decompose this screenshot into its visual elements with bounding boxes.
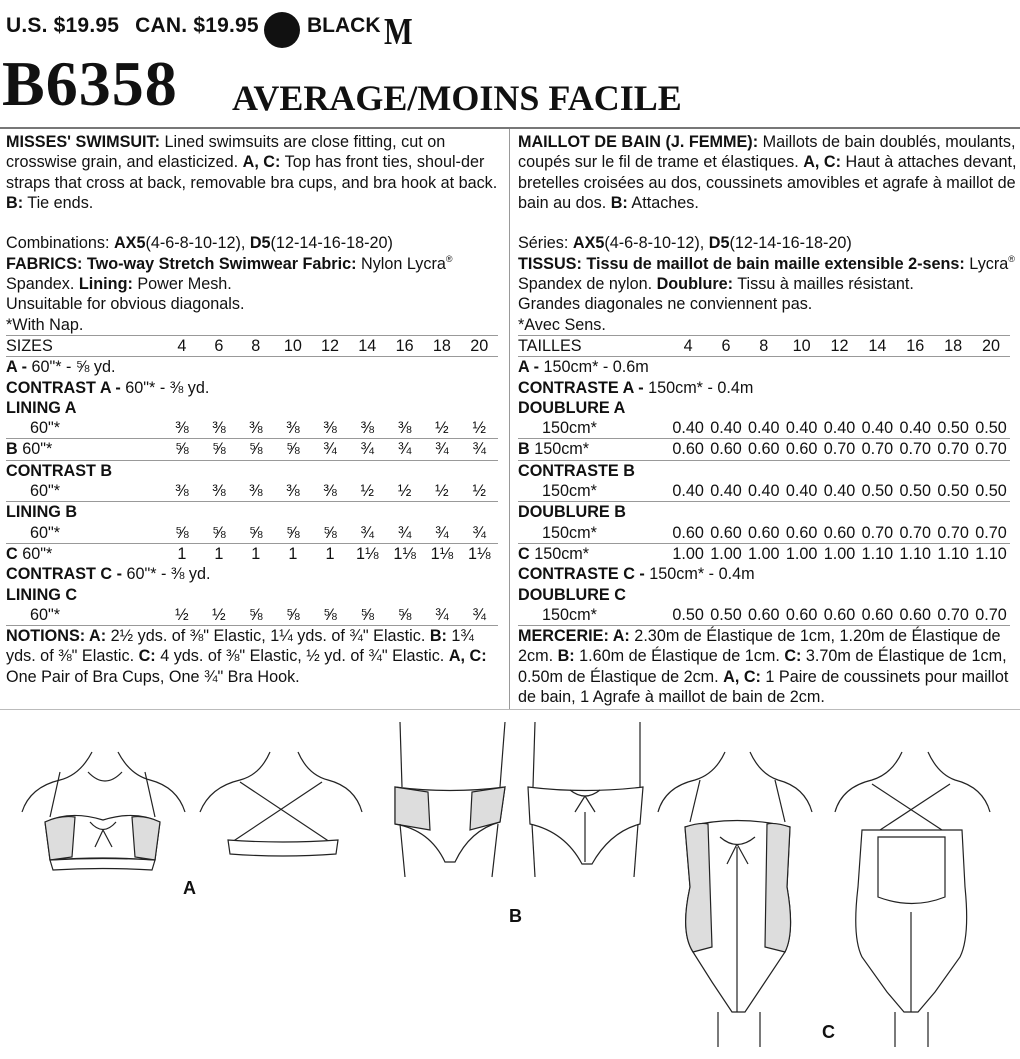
fr-view-c-row-cell: 1.10 — [861, 544, 894, 563]
en-lining-a-row-cell: ⅜ — [311, 418, 348, 439]
en-view-c-row-cell: 1 — [177, 544, 187, 563]
fr-sizes-row-cell: 6 — [707, 335, 745, 356]
en-view-b-row-cell: ⅝ — [237, 439, 274, 460]
view-c-back — [835, 752, 990, 1047]
fr-view-b-row-cell: 0.70 — [972, 439, 1010, 460]
en-view-a-row — [6, 357, 498, 378]
notions-text1: 2½ yds. of ⅜" Elastic, 1¼ yds. of ¾" Elastic. — [106, 627, 430, 646]
notions-label-fr: MERCERIE: A: — [518, 627, 630, 646]
notions — [6, 626, 506, 687]
fr-contrast-b-row-cell: 0.50 — [858, 481, 896, 502]
en-lining-a-heading-text: LINING A — [6, 398, 77, 417]
en-sizes-row-cell: 18 — [423, 335, 460, 356]
view-b-back — [528, 722, 643, 877]
view-b-front — [395, 722, 505, 877]
fr-lining-b-row-cell: 0.60 — [669, 523, 707, 544]
en-contrast-b-row-cell: ½ — [349, 481, 386, 502]
notions-c: C: — [138, 647, 156, 666]
fr-contrast-b-row-cell: 0.50 — [934, 481, 972, 502]
yardage-table-fr — [518, 335, 1010, 626]
combinations — [6, 233, 506, 253]
en-lining-c-row-cell: ¾ — [461, 605, 498, 626]
pattern-number: B6358 — [2, 48, 178, 119]
notions-b-fr: B: — [557, 647, 575, 666]
fr-lining-c-row-cell: 0.60 — [896, 605, 934, 626]
en-contrast-b-row-cell: ⅜ — [200, 481, 237, 502]
fr-lining-b-row-cell: 0.60 — [707, 523, 745, 544]
fr-lining-c-row-cell: 0.60 — [783, 605, 821, 626]
en-view-b-row-cell: ¾ — [423, 439, 460, 460]
fr-lining-a-row-cell: 0.40 — [669, 418, 707, 439]
header-rule — [0, 127, 1020, 129]
desc-title: MISSES' SWIMSUIT: — [6, 133, 161, 151]
fr-view-b-row-cell: 0.60 — [745, 439, 783, 460]
en-contrast-b-heading — [6, 460, 498, 481]
fr-view-c-row-cell: 1.00 — [672, 544, 704, 563]
fr-contrast-b-row-cell: 0.50 — [896, 481, 934, 502]
fr-lining-c-heading — [518, 585, 1010, 605]
combinations-fr — [518, 233, 1018, 253]
en-view-c-row-cell: 1⅛ — [468, 544, 491, 563]
comb2-sizes: (12-14-16-18-20) — [270, 234, 393, 253]
notions-text2: 1¾ yds. of ⅜" Elastic. — [6, 627, 474, 666]
en-view-c-row-cell: 1 — [251, 544, 261, 563]
desc-b-text-fr: Attaches. — [627, 193, 699, 212]
fr-contrast-b-row — [518, 481, 1010, 502]
fr-lining-c-row — [518, 605, 1010, 626]
en-lining-c-row-cell: ¾ — [423, 605, 460, 626]
fr-lining-a-row-label: 150cm* — [518, 418, 669, 439]
en-contrast-c-row — [6, 564, 498, 584]
color-label: BLACK — [307, 14, 381, 37]
view-c-front — [658, 752, 812, 1047]
desc-text-fr: Maillots de bain doublés, moulants, coupés sur le fil de trame et élastiques. — [518, 133, 1016, 172]
fr-contrast-b-heading-text: CONTRASTE B — [518, 461, 635, 480]
fr-lining-b-row-cell: 0.60 — [745, 523, 783, 544]
bottom-rule — [0, 709, 1020, 710]
fr-sizes-row-cell: 14 — [858, 335, 896, 356]
en-lining-a-row-cell: ⅜ — [349, 418, 386, 439]
fr-view-c-row-cell: 1.10 — [937, 544, 969, 563]
fr-contrast-b-row-cell: 0.40 — [669, 481, 707, 502]
price-us: U.S. $19.95 — [6, 14, 120, 37]
nap-note-fr: *Avec Sens. — [518, 315, 606, 334]
en-sizes-row-label: SIZES — [6, 335, 163, 356]
notions-b: B: — [429, 627, 447, 646]
fr-lining-a-row-cell: 0.40 — [783, 418, 821, 439]
fr-lining-c-row-cell: 0.50 — [669, 605, 707, 626]
en-view-c-row — [6, 543, 498, 564]
garment-illustrations — [0, 712, 1020, 1059]
en-lining-c-row-cell: ⅝ — [349, 605, 386, 626]
en-view-a-row-text: A - 60"* - ⅝ yd. — [6, 358, 116, 377]
fr-sizes-row-cell: 18 — [934, 335, 972, 356]
en-lining-b-row-cell: ¾ — [386, 523, 423, 544]
fr-contrast-b-heading — [518, 460, 1010, 481]
en-view-b-row-cell: ⅝ — [163, 439, 200, 460]
notions-text2-fr: 1.60m de Élastique de 1cm. — [574, 647, 785, 666]
notions-ac: A, C: — [448, 647, 487, 666]
desc-ac-text-fr: Haut à attaches devant, bretelles croisées au dos, coussinets amovibles et agrafe à maillot de bain au dos. — [518, 153, 1017, 212]
en-view-c-row-cell: 1 — [288, 544, 298, 563]
en-lining-a-row-cell: ⅜ — [274, 418, 311, 439]
desc-ac-text: Top has front ties, shoul-der straps that cross at back, removable bra cups, and bra hook at back. — [6, 153, 498, 192]
en-contrast-b-row-label: 60"* — [6, 481, 163, 502]
notions-fr — [518, 626, 1018, 707]
comb2-sizes-fr: (12-14-16-18-20) — [729, 234, 852, 253]
english-column — [6, 132, 506, 687]
column-divider — [509, 129, 510, 709]
en-lining-c-row-cell: ½ — [163, 605, 200, 626]
fr-lining-c-row-label: 150cm* — [518, 605, 669, 626]
fr-sizes-row-cell: 8 — [745, 335, 783, 356]
en-lining-c-heading-text: LINING C — [6, 585, 78, 604]
en-contrast-c-row-text: CONTRAST C - 60"* - ⅜ yd. — [6, 565, 211, 584]
fabrics-text-fr: Lycra — [964, 254, 1009, 273]
combinations-label: Combinations: — [6, 234, 114, 253]
desc-title-fr: MAILLOT DE BAIN (J. FEMME): — [518, 133, 759, 151]
desc-ac-fr: A, C: — [803, 153, 841, 172]
fr-view-b-row — [518, 439, 1010, 460]
comb2-code-fr: D5 — [708, 234, 730, 253]
fabrics — [6, 254, 506, 295]
fr-contrast-b-row-cell: 0.40 — [745, 481, 783, 502]
en-lining-a-row-cell: ⅜ — [200, 418, 237, 439]
fabrics-text2: Spandex. — [6, 275, 79, 294]
notions-label: NOTIONS: A: — [6, 627, 107, 646]
en-contrast-a-row — [6, 378, 498, 398]
en-sizes-row-cell: 14 — [349, 335, 386, 356]
color-swatch-dot — [264, 12, 300, 48]
en-lining-a-row — [6, 418, 498, 439]
fr-lining-a-row-cell: 0.40 — [896, 418, 934, 439]
fr-lining-a-row-cell: 0.40 — [858, 418, 896, 439]
lining-label: Lining: — [78, 275, 133, 294]
desc-ac: A, C: — [242, 153, 281, 172]
view-b-label: B — [509, 906, 522, 926]
en-lining-c-row-cell: ⅝ — [237, 605, 274, 626]
en-lining-c-row-cell: ½ — [200, 605, 237, 626]
fr-lining-c-row-cell: 0.50 — [707, 605, 745, 626]
en-sizes-row-cell: 4 — [163, 335, 200, 356]
en-sizes-row — [6, 335, 498, 356]
fr-contrast-b-row-cell: 0.40 — [707, 481, 745, 502]
price-can: CAN. $19.95 — [135, 14, 259, 37]
price-line — [6, 14, 269, 38]
desc-b-text: Tie ends. — [23, 193, 94, 212]
fr-lining-a-row-cell: 0.40 — [745, 418, 783, 439]
en-lining-b-row-cell: ⅝ — [200, 523, 237, 544]
fr-view-b-row-cell: 0.70 — [934, 439, 972, 460]
fr-view-b-row-cell: 0.70 — [821, 439, 859, 460]
combinations-label-fr: Séries: — [518, 234, 573, 253]
notions-text3-fr: 3.70m de Élastique de 1cm, 0.50m de Élastique de 2cm. — [518, 647, 1007, 686]
en-lining-a-row-cell: ⅜ — [237, 418, 274, 439]
fr-lining-c-row-cell: 0.60 — [858, 605, 896, 626]
en-lining-b-row-cell: ⅝ — [163, 523, 200, 544]
en-lining-a-row-cell: ⅜ — [163, 418, 200, 439]
en-lining-a-row-cell: ⅜ — [386, 418, 423, 439]
fr-view-a-row — [518, 357, 1010, 378]
en-sizes-row-cell: 20 — [461, 335, 498, 356]
en-lining-b-row-cell: ¾ — [423, 523, 460, 544]
fabrics-text2-fr: Spandex de nylon. — [518, 275, 657, 294]
en-lining-b-row-cell: ⅝ — [274, 523, 311, 544]
fr-lining-a-heading-text: DOUBLURE A — [518, 398, 626, 417]
fr-view-c-row-cell: 1.00 — [748, 544, 780, 563]
fr-contrast-a-row-text: CONTRASTE A - 150cm* - 0.4m — [518, 378, 754, 397]
en-view-c-row-cell: 1⅛ — [430, 544, 454, 563]
en-contrast-b-row-cell: ½ — [423, 481, 460, 502]
fr-view-b-row-cell: 0.70 — [858, 439, 896, 460]
en-contrast-a-row-text: CONTRAST A - 60"* - ⅜ yd. — [6, 378, 210, 397]
fr-view-b-row-cell: 0.70 — [896, 439, 934, 460]
en-view-c-row-cell: 1 — [325, 544, 335, 563]
en-contrast-b-row-cell: ½ — [461, 481, 498, 502]
fabrics-label: FABRICS: Two-way Stretch Swimwear Fabric: — [6, 254, 357, 273]
en-lining-c-row-cell: ⅝ — [386, 605, 423, 626]
fr-contrast-b-row-cell: 0.40 — [821, 481, 859, 502]
fr-lining-c-heading-text: DOUBLURE C — [518, 585, 626, 604]
fr-sizes-row-label: TAILLES — [518, 335, 669, 356]
en-lining-b-heading-text: LINING B — [6, 503, 78, 522]
comb1-code: AX5 — [113, 234, 146, 253]
fr-contrast-a-row — [518, 378, 1010, 398]
lining-text-fr: Tissu à mailles résistant. — [733, 275, 914, 294]
en-lining-a-row-cell: ½ — [423, 418, 460, 439]
en-lining-b-row-label: 60"* — [6, 523, 163, 544]
notions-text3: 4 yds. of ⅜" Elastic, ½ yd. of ¾" Elastic. — [155, 647, 449, 666]
fr-lining-a-row — [518, 418, 1010, 439]
fr-sizes-row-cell: 16 — [896, 335, 934, 356]
view-a-back — [200, 752, 362, 856]
difficulty-level: AVERAGE/MOINS FACILE — [232, 78, 682, 118]
en-lining-c-row-cell: ⅝ — [311, 605, 348, 626]
en-view-b-row-label: B 60"* — [6, 439, 163, 460]
unsuitable-note-fr: Grandes diagonales ne conviennent pas. — [518, 295, 813, 314]
fr-contrast-b-row-label: 150cm* — [518, 481, 669, 502]
fabrics-text: Nylon Lycra — [356, 254, 446, 273]
view-a-front — [22, 752, 185, 870]
lining-label-fr: Doublure: — [656, 275, 734, 294]
comb2-code: D5 — [249, 234, 271, 253]
en-view-c-row-cell: 1⅛ — [355, 544, 379, 563]
fr-view-c-row-cell: 1.00 — [823, 544, 856, 563]
comb1-sizes-fr: (4-6-8-10-12), — [604, 234, 709, 253]
fr-lining-a-row-cell: 0.50 — [934, 418, 972, 439]
size-letter: M — [384, 11, 413, 53]
fr-lining-b-row-cell: 0.70 — [972, 523, 1010, 544]
fr-sizes-row-cell: 20 — [972, 335, 1010, 356]
en-contrast-b-heading-text: CONTRAST B — [6, 461, 113, 480]
view-c-label: C — [822, 1022, 835, 1042]
en-lining-b-row-cell: ⅝ — [237, 523, 274, 544]
en-view-b-row-cell: ¾ — [461, 439, 498, 460]
desc-text: Lined swimsuits are close fitting, cut on crosswise grain, and elasticized. — [6, 133, 446, 172]
fr-lining-b-row-cell: 0.60 — [821, 523, 859, 544]
en-lining-b-row — [6, 523, 498, 544]
en-contrast-b-row-cell: ⅜ — [311, 481, 348, 502]
fr-lining-b-row-cell: 0.70 — [896, 523, 934, 544]
notions-text1-fr: 2.30m de Élastique de 1cm, 1.20m de Élastique de 2cm. — [518, 627, 1001, 666]
fr-view-c-row — [518, 543, 1010, 564]
en-lining-c-row-cell: ⅝ — [274, 605, 311, 626]
fr-sizes-row-cell: 10 — [783, 335, 821, 356]
fr-lining-a-row-cell: 0.40 — [707, 418, 745, 439]
en-sizes-row-cell: 10 — [274, 335, 311, 356]
fr-lining-b-row-label: 150cm* — [518, 523, 669, 544]
fr-view-c-row-cell: 1.00 — [710, 544, 742, 563]
en-lining-b-heading — [6, 502, 498, 523]
fabrics-label-fr: TISSUS: Tissu de maillot de bain maille extensible 2-sens: — [518, 254, 965, 273]
registered-mark-fr: ® — [1008, 253, 1015, 264]
fr-lining-b-row — [518, 523, 1010, 544]
fr-lining-c-row-cell: 0.70 — [972, 605, 1010, 626]
en-view-c-row-cell: 1 — [214, 544, 224, 563]
en-contrast-b-row-cell: ½ — [386, 481, 423, 502]
notions-text4: One Pair of Bra Cups, One ¾" Bra Hook. — [6, 667, 300, 686]
fr-contrast-c-row-text: CONTRASTE C - 150cm* - 0.4m — [518, 565, 755, 584]
unsuitable-note: Unsuitable for obvious diagonals. — [6, 295, 245, 314]
fr-view-b-row-cell: 0.60 — [783, 439, 821, 460]
en-lining-c-row-label: 60"* — [6, 605, 163, 626]
english-description — [6, 132, 506, 213]
fr-lining-b-row-cell: 0.70 — [858, 523, 896, 544]
comb1-code-fr: AX5 — [572, 234, 605, 253]
en-sizes-row-cell: 12 — [311, 335, 348, 356]
desc-b: B: — [6, 193, 24, 212]
yardage-table — [6, 335, 498, 626]
en-contrast-b-row-cell: ⅜ — [163, 481, 200, 502]
en-lining-b-row-cell: ¾ — [349, 523, 386, 544]
fr-view-b-row-cell: 0.60 — [707, 439, 745, 460]
fr-contrast-b-row-cell: 0.50 — [972, 481, 1010, 502]
fr-lining-b-row-cell: 0.70 — [934, 523, 972, 544]
notions-c-fr: C: — [784, 647, 802, 666]
french-column — [518, 132, 1018, 707]
fr-lining-c-row-cell: 0.60 — [821, 605, 859, 626]
en-contrast-b-row-cell: ⅜ — [274, 481, 311, 502]
en-view-c-row-cell: 1⅛ — [393, 544, 416, 563]
en-contrast-b-row-cell: ⅜ — [237, 481, 274, 502]
en-sizes-row-cell: 16 — [386, 335, 423, 356]
en-sizes-row-cell: 6 — [200, 335, 237, 356]
view-a-label: A — [183, 878, 196, 898]
fr-lining-a-row-cell: 0.50 — [972, 418, 1010, 439]
fr-view-c-row-cell: 1.10 — [899, 544, 931, 563]
en-lining-c-row — [6, 605, 498, 626]
en-view-c-row-label: C 60"* — [6, 544, 53, 563]
fr-view-c-row-label: C 150cm* — [518, 544, 590, 563]
fabrics-fr — [518, 254, 1018, 295]
registered-mark: ® — [445, 253, 453, 264]
en-view-b-row-cell: ⅝ — [200, 439, 237, 460]
desc-b-fr: B: — [610, 193, 628, 212]
en-view-b-row-cell: ¾ — [311, 439, 348, 460]
en-lining-a-heading — [6, 398, 498, 418]
notions-ac-fr: A, C: — [723, 667, 761, 686]
fr-view-b-row-label: B 150cm* — [518, 439, 669, 460]
en-lining-c-heading — [6, 585, 498, 605]
fr-sizes-row-cell: 12 — [821, 335, 859, 356]
en-lining-b-row-cell: ¾ — [461, 523, 498, 544]
fr-view-b-row-cell: 0.60 — [669, 439, 707, 460]
en-sizes-row-cell: 8 — [237, 335, 274, 356]
fr-lining-b-heading-text: DOUBLURE B — [518, 503, 626, 522]
fr-lining-a-heading — [518, 398, 1010, 418]
fr-lining-b-row-cell: 0.60 — [783, 523, 821, 544]
comb1-sizes: (4-6-8-10-12), — [145, 234, 250, 253]
fr-lining-c-row-cell: 0.60 — [745, 605, 783, 626]
en-contrast-b-row — [6, 481, 498, 502]
fr-view-a-row-text: A - 150cm* - 0.6m — [518, 358, 649, 377]
en-lining-a-row-cell: ½ — [461, 418, 498, 439]
en-view-b-row-cell: ¾ — [386, 439, 423, 460]
french-description — [518, 132, 1018, 213]
nap-note: *With Nap. — [6, 315, 84, 334]
en-lining-a-row-label: 60"* — [6, 418, 163, 439]
fr-lining-b-heading — [518, 502, 1010, 523]
fr-view-c-row-cell: 1.10 — [975, 544, 1007, 563]
en-view-b-row-cell: ⅝ — [274, 439, 311, 460]
en-view-b-row-cell: ¾ — [349, 439, 386, 460]
fr-sizes-row-cell: 4 — [669, 335, 707, 356]
fr-lining-a-row-cell: 0.40 — [821, 418, 859, 439]
fr-contrast-c-row — [518, 564, 1010, 584]
en-view-b-row — [6, 439, 498, 460]
fr-contrast-b-row-cell: 0.40 — [783, 481, 821, 502]
fr-lining-c-row-cell: 0.70 — [934, 605, 972, 626]
fr-view-c-row-cell: 1.00 — [785, 544, 818, 563]
en-lining-b-row-cell: ⅝ — [311, 523, 348, 544]
lining-text: Power Mesh. — [132, 275, 232, 294]
fr-sizes-row — [518, 335, 1010, 356]
notions-text4-fr: 1 Paire de coussinets pour maillot de bain, 1 Agrafe à maillot de bain de 2cm. — [518, 667, 1009, 707]
